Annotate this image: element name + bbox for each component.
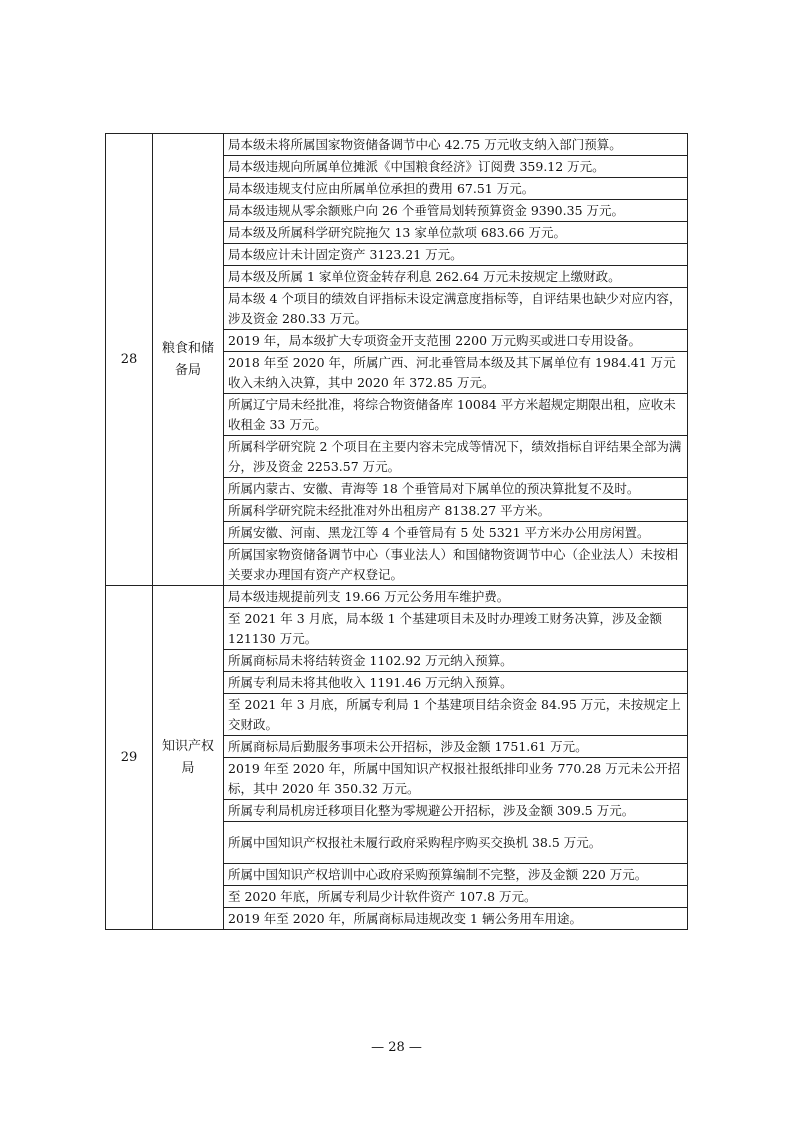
finding-item: 局本级违规支付应由所属单位承担的费用 67.51 万元。 <box>224 178 688 200</box>
table-body <box>106 134 688 930</box>
finding-item: 所属内蒙古、安徽、青海等 18 个垂管局对下属单位的预决算批复不及时。 <box>224 478 688 500</box>
department-cell <box>153 134 224 586</box>
finding-item: 2019 年至 2020 年，所属商标局违规改变 1 辆公务用车用途。 <box>224 908 688 930</box>
finding-item: 2018 年至 2020 年，所属广西、河北垂管局本级及其下属单位有 1984.41 万元收入未纳入决算，其中 2020 年 372.85 万元。 <box>224 352 688 394</box>
finding-item: 所属专利局机房迁移项目化整为零规避公开招标，涉及金额 309.5 万元。 <box>224 800 688 822</box>
department-name: 粮食和储备局 <box>161 340 214 378</box>
finding-item: 局本级违规从零余额账户向 26 个垂管局划转预算资金 9390.35 万元。 <box>224 200 688 222</box>
section-number: 28 <box>106 134 153 586</box>
finding-item: 2019 年，局本级扩大专项资金开支范围 2200 万元购买或进口专用设备。 <box>224 330 688 352</box>
finding-item: 所属科学研究院未经批准对外出租房产 8138.27 平方米。 <box>224 500 688 522</box>
finding-item: 局本级违规提前列支 19.66 万元公务用车维护费。 <box>224 586 688 608</box>
finding-item: 局本级未将所属国家物资储备调节中心 42.75 万元收支纳入部门预算。 <box>224 134 688 156</box>
finding-item: 所属商标局未将结转资金 1102.92 万元纳入预算。 <box>224 650 688 672</box>
finding-item: 所属中国知识产权培训中心政府采购预算编制不完整，涉及金额 220 万元。 <box>224 864 688 886</box>
finding-item: 局本级 4 个项目的绩效自评指标未设定满意度指标等，自评结果也缺少对应内容，涉及资金 280.33 万元。 <box>224 288 688 330</box>
finding-item: 所属中国知识产权报社未履行政府采购程序购买交换机 38.5 万元。 <box>224 822 688 864</box>
finding-item: 所属专利局未将其他收入 1191.46 万元纳入预算。 <box>224 672 688 694</box>
finding-item: 局本级及所属科学研究院拖欠 13 家单位款项 683.66 万元。 <box>224 222 688 244</box>
finding-item: 至 2021 年 3 月底，所属专利局 1 个基建项目结余资金 84.95 万元，未按规定上交财政。 <box>224 694 688 736</box>
finding-item: 至 2021 年 3 月底，局本级 1 个基建项目未及时办理竣工财务决算，涉及金额 121130 万元。 <box>224 608 688 650</box>
finding-item: 局本级应计未计固定资产 3123.21 万元。 <box>224 244 688 266</box>
department-name: 知识产权局 <box>161 738 214 776</box>
finding-item: 2019 年至 2020 年，所属中国知识产权报社报纸排印业务 770.28 万元未公开招标，其中 2020 年 350.32 万元。 <box>224 758 688 800</box>
finding-item: 局本级及所属 1 家单位资金转存利息 262.64 万元未按规定上缴财政。 <box>224 266 688 288</box>
finding-item: 局本级违规向所属单位摊派《中国粮食经济》订阅费 359.12 万元。 <box>224 156 688 178</box>
finding-item: 所属国家物资储备调节中心（事业法人）和国储物资调节中心（企业法人）未按相关要求办理国有资产产权登记。 <box>224 544 688 586</box>
finding-item: 所属科学研究院 2 个项目在主要内容未完成等情况下，绩效指标自评结果全部为满分，涉及资金 2253.57 万元。 <box>224 436 688 478</box>
section-number: 29 <box>106 586 153 930</box>
page-number: — 28 — <box>371 1040 422 1055</box>
department-cell <box>153 586 224 930</box>
table-row <box>106 134 688 156</box>
finding-item: 所属辽宁局未经批准，将综合物资储备库 10084 平方米超规定期限出租，应收未收租金 33 万元。 <box>224 394 688 436</box>
finding-item: 所属商标局后勤服务事项未公开招标，涉及金额 1751.61 万元。 <box>224 736 688 758</box>
finding-item: 至 2020 年底，所属专利局少计软件资产 107.8 万元。 <box>224 886 688 908</box>
table-row <box>106 586 688 608</box>
finding-item: 所属安徽、河南、黑龙江等 4 个垂管局有 5 处 5321 平方米办公用房闲置。 <box>224 522 688 544</box>
audit-findings-table <box>105 133 688 930</box>
